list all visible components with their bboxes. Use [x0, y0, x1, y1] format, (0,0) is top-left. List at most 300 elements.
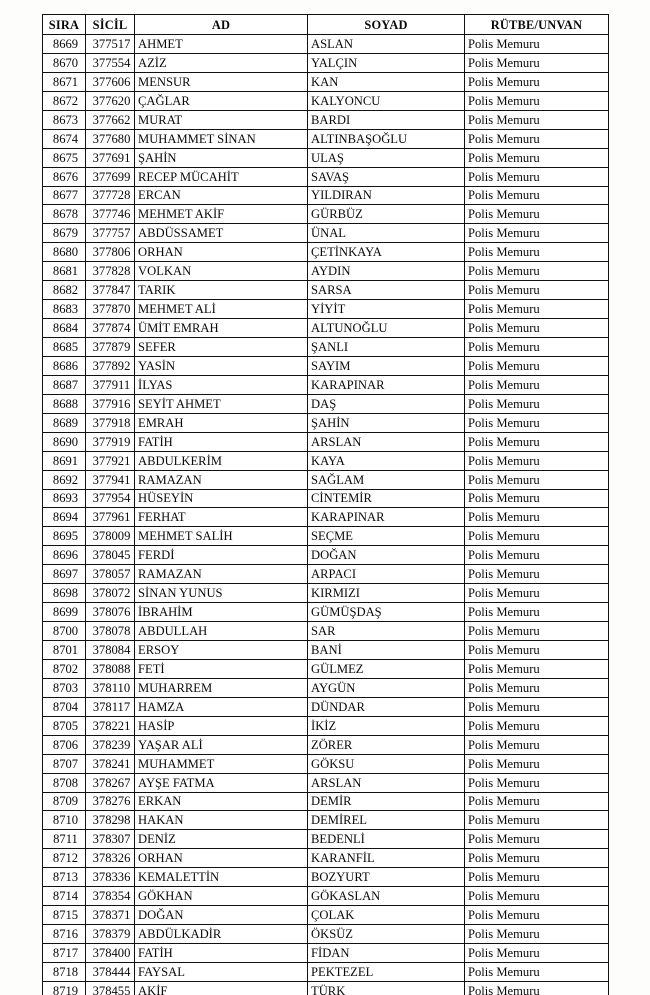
cell-sira: 8682: [43, 281, 86, 300]
cell-rutbe: Polis Memuru: [465, 319, 609, 338]
cell-sira: 8687: [43, 375, 86, 394]
cell-sicil: 377517: [86, 35, 135, 54]
table-row: [43, 167, 609, 186]
cell-sira: 8707: [43, 754, 86, 773]
cell-soyad: ÇETİNKAYA: [308, 243, 465, 262]
table-row: [43, 432, 609, 451]
cell-ad: DOĞAN: [135, 906, 308, 925]
cell-rutbe: Polis Memuru: [465, 773, 609, 792]
cell-soyad: KARANFİL: [308, 849, 465, 868]
cell-sira: 8699: [43, 603, 86, 622]
cell-ad: AYŞE FATMA: [135, 773, 308, 792]
cell-rutbe: Polis Memuru: [465, 338, 609, 357]
cell-sira: 8709: [43, 792, 86, 811]
cell-sicil: 377870: [86, 300, 135, 319]
cell-sira: 8685: [43, 338, 86, 357]
cell-sira: 8679: [43, 224, 86, 243]
cell-soyad: ŞAHİN: [308, 413, 465, 432]
cell-ad: HASİP: [135, 716, 308, 735]
cell-sira: 8683: [43, 300, 86, 319]
cell-rutbe: Polis Memuru: [465, 300, 609, 319]
cell-ad: İLYAS: [135, 375, 308, 394]
column-header-rutbe: RÜTBE/UNVAN: [465, 15, 609, 35]
cell-ad: FATİH: [135, 432, 308, 451]
cell-sicil: 377941: [86, 470, 135, 489]
cell-soyad: KARAPINAR: [308, 375, 465, 394]
cell-sira: 8696: [43, 546, 86, 565]
cell-sicil: 377728: [86, 186, 135, 205]
cell-rutbe: Polis Memuru: [465, 91, 609, 110]
cell-ad: ŞAHİN: [135, 148, 308, 167]
cell-soyad: SAYIM: [308, 356, 465, 375]
cell-soyad: ÖKSÜZ: [308, 925, 465, 944]
cell-rutbe: Polis Memuru: [465, 356, 609, 375]
cell-sicil: 377691: [86, 148, 135, 167]
cell-soyad: DEMİR: [308, 792, 465, 811]
cell-ad: GÖKHAN: [135, 887, 308, 906]
table-row: [43, 489, 609, 508]
cell-sira: 8688: [43, 394, 86, 413]
cell-ad: FAYSAL: [135, 962, 308, 981]
cell-rutbe: Polis Memuru: [465, 546, 609, 565]
table-row: [43, 91, 609, 110]
cell-sira: 8714: [43, 887, 86, 906]
cell-sicil: 377874: [86, 319, 135, 338]
cell-sira: 8713: [43, 868, 86, 887]
table-row: [43, 622, 609, 641]
table-row: [43, 224, 609, 243]
cell-rutbe: Polis Memuru: [465, 470, 609, 489]
cell-sicil: 378088: [86, 659, 135, 678]
cell-ad: AHMET: [135, 35, 308, 54]
cell-ad: MUHARREM: [135, 678, 308, 697]
cell-sicil: 377806: [86, 243, 135, 262]
cell-sira: 8719: [43, 981, 86, 995]
cell-sicil: 378221: [86, 716, 135, 735]
cell-sicil: 377911: [86, 375, 135, 394]
table-row: [43, 356, 609, 375]
cell-rutbe: Polis Memuru: [465, 527, 609, 546]
cell-ad: MUHAMMET: [135, 754, 308, 773]
cell-ad: MEHMET ALİ: [135, 300, 308, 319]
cell-sicil: 377757: [86, 224, 135, 243]
table-row: [43, 981, 609, 995]
cell-ad: ORHAN: [135, 849, 308, 868]
cell-ad: HAKAN: [135, 811, 308, 830]
table-row: [43, 868, 609, 887]
cell-soyad: DÜNDAR: [308, 697, 465, 716]
cell-sicil: 378444: [86, 962, 135, 981]
cell-sicil: 378307: [86, 830, 135, 849]
cell-sicil: 377662: [86, 110, 135, 129]
cell-soyad: KIRMIZI: [308, 584, 465, 603]
cell-sicil: 377916: [86, 394, 135, 413]
cell-ad: ABDÜSSAMET: [135, 224, 308, 243]
cell-rutbe: Polis Memuru: [465, 962, 609, 981]
table-row: [43, 830, 609, 849]
table-row: [43, 451, 609, 470]
cell-sicil: 377699: [86, 167, 135, 186]
cell-ad: ERKAN: [135, 792, 308, 811]
cell-sira: 8710: [43, 811, 86, 830]
cell-soyad: CİNTEMİR: [308, 489, 465, 508]
cell-sicil: 378241: [86, 754, 135, 773]
cell-soyad: SAR: [308, 622, 465, 641]
cell-sira: 8717: [43, 944, 86, 963]
roster-table-container: [42, 14, 608, 995]
cell-soyad: ZÖRER: [308, 735, 465, 754]
cell-soyad: YILDIRAN: [308, 186, 465, 205]
cell-sira: 8677: [43, 186, 86, 205]
cell-rutbe: Polis Memuru: [465, 110, 609, 129]
table-row: [43, 735, 609, 754]
cell-sicil: 377554: [86, 53, 135, 72]
cell-sira: 8695: [43, 527, 86, 546]
cell-rutbe: Polis Memuru: [465, 678, 609, 697]
cell-ad: ABDULLAH: [135, 622, 308, 641]
table-row: [43, 792, 609, 811]
cell-soyad: SAĞLAM: [308, 470, 465, 489]
cell-sicil: 377680: [86, 129, 135, 148]
table-row: [43, 375, 609, 394]
cell-soyad: ÜNAL: [308, 224, 465, 243]
cell-sicil: 377961: [86, 508, 135, 527]
cell-sira: 8673: [43, 110, 86, 129]
cell-rutbe: Polis Memuru: [465, 413, 609, 432]
cell-sira: 8716: [43, 925, 86, 944]
cell-sira: 8684: [43, 319, 86, 338]
cell-sicil: 378379: [86, 925, 135, 944]
cell-sira: 8686: [43, 356, 86, 375]
cell-ad: HÜSEYİN: [135, 489, 308, 508]
table-row: [43, 300, 609, 319]
cell-sicil: 378009: [86, 527, 135, 546]
cell-sira: 8697: [43, 565, 86, 584]
cell-soyad: KARAPINAR: [308, 508, 465, 527]
cell-soyad: DAŞ: [308, 394, 465, 413]
cell-ad: TARIK: [135, 281, 308, 300]
cell-rutbe: Polis Memuru: [465, 659, 609, 678]
cell-sicil: 377746: [86, 205, 135, 224]
table-row: [43, 129, 609, 148]
cell-rutbe: Polis Memuru: [465, 981, 609, 995]
cell-soyad: ULAŞ: [308, 148, 465, 167]
table-row: [43, 470, 609, 489]
cell-ad: FERDİ: [135, 546, 308, 565]
cell-soyad: DOĞAN: [308, 546, 465, 565]
cell-ad: ERSOY: [135, 641, 308, 660]
cell-sicil: 378326: [86, 849, 135, 868]
cell-sicil: 378455: [86, 981, 135, 995]
cell-sira: 8680: [43, 243, 86, 262]
table-row: [43, 906, 609, 925]
cell-soyad: SARSA: [308, 281, 465, 300]
cell-sira: 8674: [43, 129, 86, 148]
cell-ad: SEFER: [135, 338, 308, 357]
cell-sicil: 377879: [86, 338, 135, 357]
table-row: [43, 243, 609, 262]
cell-sira: 8694: [43, 508, 86, 527]
cell-soyad: SEÇME: [308, 527, 465, 546]
cell-sira: 8718: [43, 962, 86, 981]
header-row: [43, 15, 609, 35]
cell-soyad: BEDENLİ: [308, 830, 465, 849]
cell-sira: 8703: [43, 678, 86, 697]
cell-sira: 8700: [43, 622, 86, 641]
cell-ad: FETİ: [135, 659, 308, 678]
cell-soyad: BOZYURT: [308, 868, 465, 887]
cell-ad: RECEP MÜCAHİT: [135, 167, 308, 186]
table-row: [43, 394, 609, 413]
cell-rutbe: Polis Memuru: [465, 53, 609, 72]
cell-ad: KEMALETTİN: [135, 868, 308, 887]
cell-ad: FATİH: [135, 944, 308, 963]
table-row: [43, 641, 609, 660]
cell-ad: RAMAZAN: [135, 565, 308, 584]
cell-ad: VOLKAN: [135, 262, 308, 281]
cell-ad: MEHMET SALİH: [135, 527, 308, 546]
cell-soyad: YİYİT: [308, 300, 465, 319]
cell-rutbe: Polis Memuru: [465, 792, 609, 811]
cell-sicil: 377620: [86, 91, 135, 110]
table-row: [43, 887, 609, 906]
cell-soyad: YALÇIN: [308, 53, 465, 72]
cell-sira: 8704: [43, 697, 86, 716]
cell-rutbe: Polis Memuru: [465, 129, 609, 148]
cell-sira: 8676: [43, 167, 86, 186]
cell-rutbe: Polis Memuru: [465, 262, 609, 281]
cell-soyad: ASLAN: [308, 35, 465, 54]
table-row: [43, 754, 609, 773]
cell-sicil: 378239: [86, 735, 135, 754]
cell-rutbe: Polis Memuru: [465, 584, 609, 603]
cell-ad: YAŞAR ALİ: [135, 735, 308, 754]
table-header: [43, 15, 609, 35]
table-row: [43, 603, 609, 622]
table-row: [43, 205, 609, 224]
cell-rutbe: Polis Memuru: [465, 508, 609, 527]
table-body: [43, 35, 609, 995]
cell-rutbe: Polis Memuru: [465, 224, 609, 243]
cell-sicil: 377918: [86, 413, 135, 432]
cell-rutbe: Polis Memuru: [465, 754, 609, 773]
cell-rutbe: Polis Memuru: [465, 925, 609, 944]
cell-rutbe: Polis Memuru: [465, 394, 609, 413]
cell-soyad: TÜRK: [308, 981, 465, 995]
cell-soyad: GÖKASLAN: [308, 887, 465, 906]
cell-ad: RAMAZAN: [135, 470, 308, 489]
cell-sicil: 377919: [86, 432, 135, 451]
cell-sicil: 378076: [86, 603, 135, 622]
table-row: [43, 925, 609, 944]
cell-rutbe: Polis Memuru: [465, 622, 609, 641]
cell-sicil: 378298: [86, 811, 135, 830]
cell-rutbe: Polis Memuru: [465, 811, 609, 830]
table-row: [43, 319, 609, 338]
cell-soyad: PEKTEZEL: [308, 962, 465, 981]
cell-sira: 8689: [43, 413, 86, 432]
cell-soyad: BARDI: [308, 110, 465, 129]
cell-rutbe: Polis Memuru: [465, 906, 609, 925]
cell-sicil: 378336: [86, 868, 135, 887]
cell-soyad: KAN: [308, 72, 465, 91]
cell-soyad: FİDAN: [308, 944, 465, 963]
cell-rutbe: Polis Memuru: [465, 565, 609, 584]
cell-ad: AZİZ: [135, 53, 308, 72]
cell-rutbe: Polis Memuru: [465, 375, 609, 394]
cell-sicil: 377921: [86, 451, 135, 470]
table-row: [43, 811, 609, 830]
cell-rutbe: Polis Memuru: [465, 167, 609, 186]
cell-ad: FERHAT: [135, 508, 308, 527]
cell-sicil: 378045: [86, 546, 135, 565]
cell-sicil: 378371: [86, 906, 135, 925]
cell-soyad: GÜRBÜZ: [308, 205, 465, 224]
cell-sicil: 378084: [86, 641, 135, 660]
cell-sicil: 377828: [86, 262, 135, 281]
cell-sira: 8701: [43, 641, 86, 660]
cell-ad: AKİF: [135, 981, 308, 995]
cell-ad: HAMZA: [135, 697, 308, 716]
cell-rutbe: Polis Memuru: [465, 716, 609, 735]
cell-sira: 8678: [43, 205, 86, 224]
table-row: [43, 659, 609, 678]
cell-ad: MENSUR: [135, 72, 308, 91]
cell-soyad: ARPACI: [308, 565, 465, 584]
cell-sira: 8670: [43, 53, 86, 72]
cell-rutbe: Polis Memuru: [465, 148, 609, 167]
cell-sira: 8690: [43, 432, 86, 451]
cell-rutbe: Polis Memuru: [465, 944, 609, 963]
cell-soyad: SAVAŞ: [308, 167, 465, 186]
cell-rutbe: Polis Memuru: [465, 186, 609, 205]
cell-sicil: 378400: [86, 944, 135, 963]
cell-rutbe: Polis Memuru: [465, 830, 609, 849]
cell-sicil: 378110: [86, 678, 135, 697]
table-row: [43, 262, 609, 281]
cell-sira: 8698: [43, 584, 86, 603]
cell-sira: 8669: [43, 35, 86, 54]
cell-ad: ABDULKERİM: [135, 451, 308, 470]
cell-rutbe: Polis Memuru: [465, 489, 609, 508]
cell-sicil: 377606: [86, 72, 135, 91]
cell-sira: 8671: [43, 72, 86, 91]
cell-rutbe: Polis Memuru: [465, 451, 609, 470]
table-row: [43, 773, 609, 792]
cell-sicil: 378354: [86, 887, 135, 906]
table-row: [43, 944, 609, 963]
table-row: [43, 53, 609, 72]
cell-ad: MUHAMMET SİNAN: [135, 129, 308, 148]
cell-sira: 8693: [43, 489, 86, 508]
cell-ad: EMRAH: [135, 413, 308, 432]
cell-ad: İBRAHİM: [135, 603, 308, 622]
table-row: [43, 148, 609, 167]
cell-rutbe: Polis Memuru: [465, 887, 609, 906]
cell-sicil: 377847: [86, 281, 135, 300]
cell-soyad: GÖKSU: [308, 754, 465, 773]
cell-soyad: ARSLAN: [308, 773, 465, 792]
cell-sicil: 378078: [86, 622, 135, 641]
table-row: [43, 962, 609, 981]
cell-ad: MEHMET AKİF: [135, 205, 308, 224]
table-row: [43, 413, 609, 432]
cell-rutbe: Polis Memuru: [465, 697, 609, 716]
cell-sicil: 377954: [86, 489, 135, 508]
cell-soyad: ŞANLI: [308, 338, 465, 357]
table-row: [43, 546, 609, 565]
cell-soyad: ALTUNOĞLU: [308, 319, 465, 338]
cell-sira: 8702: [43, 659, 86, 678]
cell-soyad: ALTINBAŞOĞLU: [308, 129, 465, 148]
table-row: [43, 72, 609, 91]
cell-soyad: GÜMÜŞDAŞ: [308, 603, 465, 622]
cell-sira: 8672: [43, 91, 86, 110]
cell-soyad: DEMİREL: [308, 811, 465, 830]
cell-sira: 8681: [43, 262, 86, 281]
cell-ad: ÇAĞLAR: [135, 91, 308, 110]
cell-ad: SİNAN YUNUS: [135, 584, 308, 603]
cell-ad: ABDÜLKADİR: [135, 925, 308, 944]
cell-ad: ÜMİT EMRAH: [135, 319, 308, 338]
cell-rutbe: Polis Memuru: [465, 603, 609, 622]
cell-sira: 8715: [43, 906, 86, 925]
table-row: [43, 849, 609, 868]
cell-soyad: AYDIN: [308, 262, 465, 281]
column-header-ad: AD: [135, 15, 308, 35]
column-header-soyad: SOYAD: [308, 15, 465, 35]
cell-soyad: BANİ: [308, 641, 465, 660]
cell-soyad: KALYONCU: [308, 91, 465, 110]
cell-soyad: ÇOLAK: [308, 906, 465, 925]
table-row: [43, 338, 609, 357]
table-row: [43, 186, 609, 205]
cell-sira: 8705: [43, 716, 86, 735]
column-header-sicil: SİCİL: [86, 15, 135, 35]
cell-soyad: KAYA: [308, 451, 465, 470]
table-row: [43, 716, 609, 735]
cell-sira: 8706: [43, 735, 86, 754]
cell-ad: DENİZ: [135, 830, 308, 849]
table-row: [43, 565, 609, 584]
cell-sicil: 378057: [86, 565, 135, 584]
table-row: [43, 678, 609, 697]
cell-soyad: AYGÜN: [308, 678, 465, 697]
cell-sicil: 378117: [86, 697, 135, 716]
cell-rutbe: Polis Memuru: [465, 281, 609, 300]
cell-sicil: 378072: [86, 584, 135, 603]
cell-rutbe: Polis Memuru: [465, 432, 609, 451]
cell-soyad: GÜLMEZ: [308, 659, 465, 678]
cell-ad: YASİN: [135, 356, 308, 375]
table-row: [43, 508, 609, 527]
cell-sicil: 377892: [86, 356, 135, 375]
cell-ad: ERCAN: [135, 186, 308, 205]
cell-soyad: İKİZ: [308, 716, 465, 735]
cell-sira: 8708: [43, 773, 86, 792]
table-row: [43, 281, 609, 300]
personnel-roster-table: [42, 14, 609, 995]
cell-rutbe: Polis Memuru: [465, 72, 609, 91]
table-row: [43, 697, 609, 716]
cell-sicil: 378276: [86, 792, 135, 811]
cell-sicil: 378267: [86, 773, 135, 792]
table-row: [43, 584, 609, 603]
cell-sira: 8711: [43, 830, 86, 849]
cell-ad: MURAT: [135, 110, 308, 129]
cell-rutbe: Polis Memuru: [465, 35, 609, 54]
cell-sira: 8691: [43, 451, 86, 470]
